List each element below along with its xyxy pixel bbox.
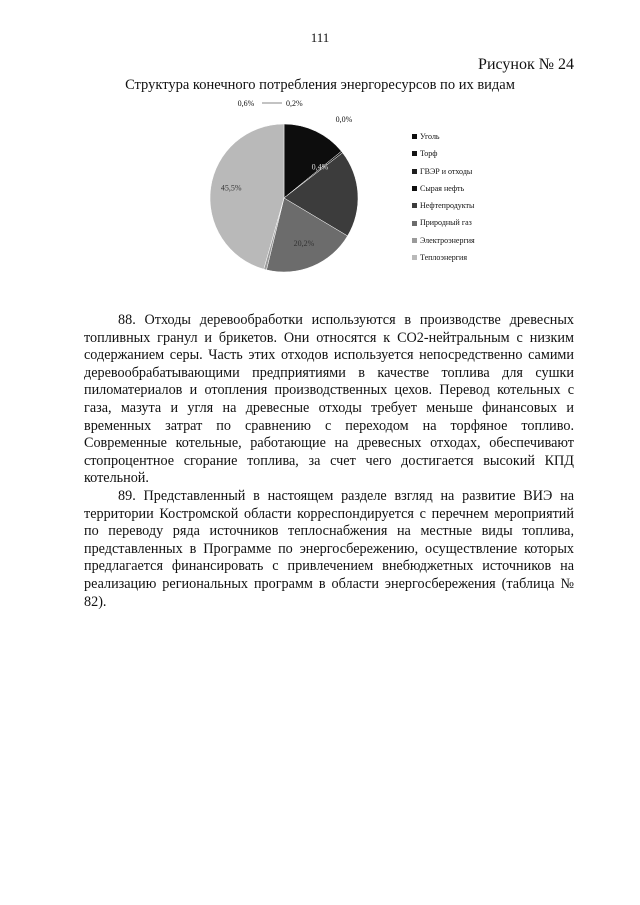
legend-item-6 xyxy=(412,232,475,249)
legend-label-7: Теплоэнергия xyxy=(420,253,468,263)
paragraph-89: 89. Представленный в настоящем разделе взгляд на развитие ВИЭ на территории Костромской области корреспондируется с перечнем мероприятий по переводу ряда источников теплоснабжения на местные виды топлива, представленных в Программе по энергосбережению, осуществление которых предлагается финансировать с привлечением внебюджетных источников на реализацию региональных программ в области энергосбережения (таблица № 82). xyxy=(84,487,574,610)
legend-item-7 xyxy=(412,249,475,266)
chart-legend xyxy=(412,128,475,266)
legend-item-0 xyxy=(412,128,475,145)
legend-swatch-6 xyxy=(412,238,417,243)
legend-label-6: Электроэнергия xyxy=(420,235,475,245)
legend-swatch-4 xyxy=(412,203,417,208)
legend-item-2 xyxy=(412,163,475,180)
pie-data-label-2: 0,4% xyxy=(311,162,329,172)
legend-swatch-7 xyxy=(412,255,417,260)
legend-swatch-2 xyxy=(412,169,417,174)
legend-item-4 xyxy=(412,197,475,214)
legend-swatch-0 xyxy=(412,134,417,139)
legend-label-3: Сырая нефть xyxy=(420,183,465,193)
paragraph-88: 88. Отходы деревообработки используются в производстве древесных топливных гранул и брикетов. Они относятся к СО2-нейтральным с низким содержанием серы. Часть этих отходов используется непосредственно самими деревообрабатывающими предприятиями в качестве топлива для сушки пиломатериалов и отопления производственных цехов. Перевод котельных с газа, мазута и угля на древесные отходы требует меньше финансовых и временных затрат по сравнению с переходом на торфяное топливо. Современные котельные, работающие на древесных отходах, обеспечивают стопроцентное сгорание топлива, за счет чего достигается высокий КПД котельной. xyxy=(84,312,574,487)
pie-data-label-6: 0,6% xyxy=(237,99,255,108)
legend-swatch-3 xyxy=(412,186,417,191)
pie-chart xyxy=(190,92,410,282)
pie-data-label-7: 45,5% xyxy=(220,183,242,193)
legend-item-3 xyxy=(412,180,475,197)
legend-swatch-1 xyxy=(412,151,417,156)
figure-label: Рисунок № 24 xyxy=(478,56,574,73)
legend-item-1 xyxy=(412,145,475,162)
legend-label-0: Уголь xyxy=(420,132,440,141)
legend-label-4: Нефтепродукты xyxy=(420,201,475,211)
pie-data-label-5: 20,2% xyxy=(293,238,315,248)
page-number: 111 xyxy=(310,30,330,45)
legend-label-5: Природный газ xyxy=(420,218,472,228)
pie-data-label-1: 0,0% xyxy=(335,115,353,124)
legend-label-2: ГВЭР и отходы xyxy=(420,166,473,176)
pie-slices xyxy=(210,124,358,272)
figure-title: Структура конечного потребления энергоресурсов по их видам xyxy=(125,77,515,93)
body-text xyxy=(84,312,574,611)
legend-label-1: Торф xyxy=(420,149,438,159)
pie-data-label-extra: 0,2% xyxy=(286,99,303,108)
legend-swatch-5 xyxy=(412,221,417,226)
legend-item-5 xyxy=(412,214,475,231)
